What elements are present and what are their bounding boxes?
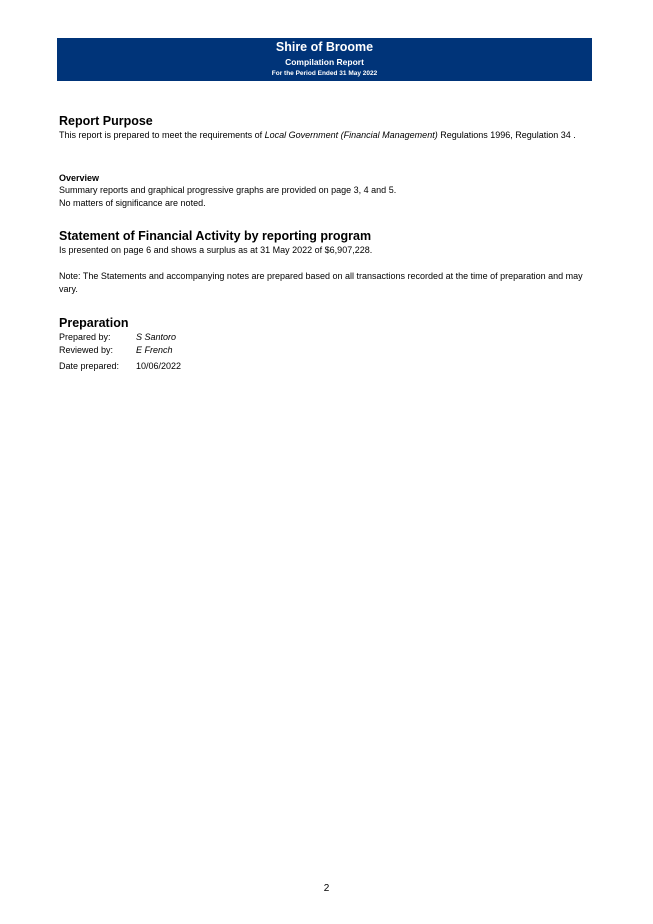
note-text: Note: The Statements and accompanying notes are prepared based on all transactions recorded at the time of preparation and may vary. <box>59 271 583 294</box>
reviewed-by-row <box>59 344 594 357</box>
prepared-by-value: S Santoro <box>136 332 177 342</box>
purpose-text <box>59 129 594 142</box>
purpose-text-end: Regulations 1996, Regulation 34 . <box>437 130 576 140</box>
preparation-heading: Preparation <box>59 316 129 330</box>
org-name: Shire of Broome <box>275 40 374 54</box>
overview-line-1: Summary reports and graphical progressive graphs are provided on page 3, 4 and 5. <box>59 185 397 195</box>
purpose-heading: Report Purpose <box>59 114 153 128</box>
section-statement-financial-activity <box>59 228 594 257</box>
page-number: 2 <box>323 883 330 894</box>
overview-line-2: No matters of significance are noted. <box>59 198 206 208</box>
section-overview <box>59 172 594 210</box>
prepared-by-label: Prepared by: <box>59 332 111 342</box>
date-prepared-row <box>59 360 594 373</box>
report-header-banner <box>57 38 592 81</box>
report-period: For the Period Ended 31 May 2022 <box>271 70 378 77</box>
report-type: Compilation Report <box>285 57 364 67</box>
date-prepared-value: 10/06/2022 <box>136 361 182 371</box>
statement-text: Is presented on page 6 and shows a surplus as at 31 May 2022 of $6,907,228. <box>59 245 373 255</box>
date-prepared-label: Date prepared: <box>59 361 120 371</box>
prepared-by-row <box>59 331 594 344</box>
overview-heading: Overview <box>59 173 100 183</box>
section-report-purpose <box>59 113 594 142</box>
reviewed-by-value: E French <box>136 345 173 355</box>
statement-heading: Statement of Financial Activity by reporting program <box>59 229 372 243</box>
section-preparation <box>59 315 594 373</box>
section-note <box>59 270 594 296</box>
reviewed-by-label: Reviewed by: <box>59 345 114 355</box>
purpose-text-legislation: Local Government (Financial Management) <box>264 130 438 140</box>
purpose-text-start: This report is prepared to meet the requirements of <box>59 130 265 140</box>
